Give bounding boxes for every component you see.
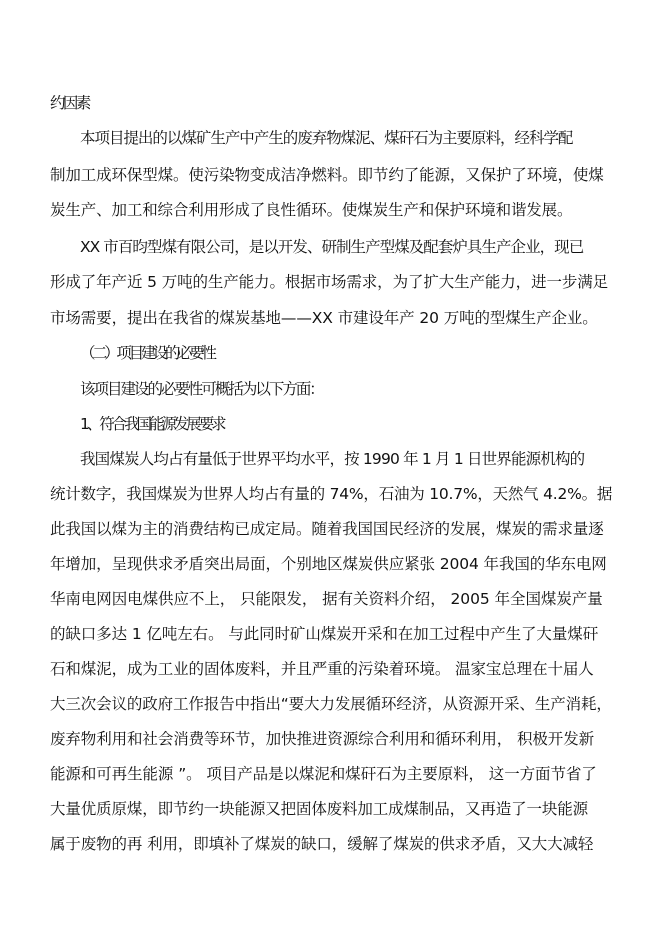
subsection-heading: 1、符合我国能源发展要求 [80,415,224,433]
text-line-17: 石和煤泥，成为工业的固体废料，并且严重的污染着环境。 温家宝总理在十届人 [50,660,594,678]
text-line-20: 能源和可再生能源 ”。 项目产品是以煤泥和煤矸石为主要原料， 这一方面节省了 [50,765,597,783]
section-heading: （二）项目建设的必要性 [80,344,214,362]
text-line-3: 制加工成环保型煤。使污染物变成洁净燃料。即节约了能源，又保护了环境，使煤 [50,166,604,184]
text-line-2: 本项目提出的以煤矿生产中产生的废弃物煤泥、煤矸石为主要原料，经科学配 [80,129,573,147]
text-line-13: 此我国以煤为主的消费结构已成定局。随着我国国民经济的发展，煤炭的需求量逐 [50,520,604,538]
text-line-7: 市场需要，提出在我省的煤炭基地——XX 市建设年产 20 万吨的型煤生产企业。 [50,309,598,327]
text-line-19: 废弃物利用和社会消费等环节，加快推进资源综合利用和循环利用， 积极开发新 [50,730,595,748]
text-line-12: 统计数字，我国煤炭为世界人均占有量的 74%，石油为 10.7%，天然气 4.2%。据 [50,485,613,503]
text-line-5: XX 市百昀型煤有限公司，是以开发、研制生产型煤及配套炉具生产企业，现已 [80,238,584,256]
text-line-1: 约因素 [50,94,89,112]
text-line-21: 大量优质原煤，即节约一块能源又把固体废料加工成煤制品，又再造了一块能源 [50,800,589,818]
text-line-14: 年增加，呈现供求矛盾突出局面，个别地区煤炭供应紧张 2004 年我国的华东电网 [50,555,607,573]
text-line-16: 的缺口多达 1 亿吨左右。 与此同时矿山煤炭开采和在加工过程中产生了大量煤矸 [50,625,599,643]
text-line-6: 形成了年产近 5 万吨的生产能力。根据市场需求，为了扩大生产能力，进一步满足 [50,273,609,291]
text-line-11: 我国煤炭人均占有量低于世界平均水平，按 1990 年 1 月 1 日世界能源机构的 [80,450,585,468]
text-line-9: 该项目建设的必要性可概括为以下方面： [80,380,323,398]
text-line-15: 华南电网因电煤供应不上， 只能限发， 据有关资料介绍， 2005 年全国煤炭产量 [50,590,603,608]
text-line-18: 大三次会议的政府工作报告中指出“要大力发展循环经济，从资源开采、生产消耗， [50,695,612,713]
text-line-4: 炭生产、加工和综合利用形成了良性循环。使煤炭生产和保护环境和谐发展。 [50,201,573,219]
text-line-22: 属于废物的再 利用，即填补了煤炭的缺口，缓解了煤炭的供求矛盾，又大大减轻 [50,835,594,853]
